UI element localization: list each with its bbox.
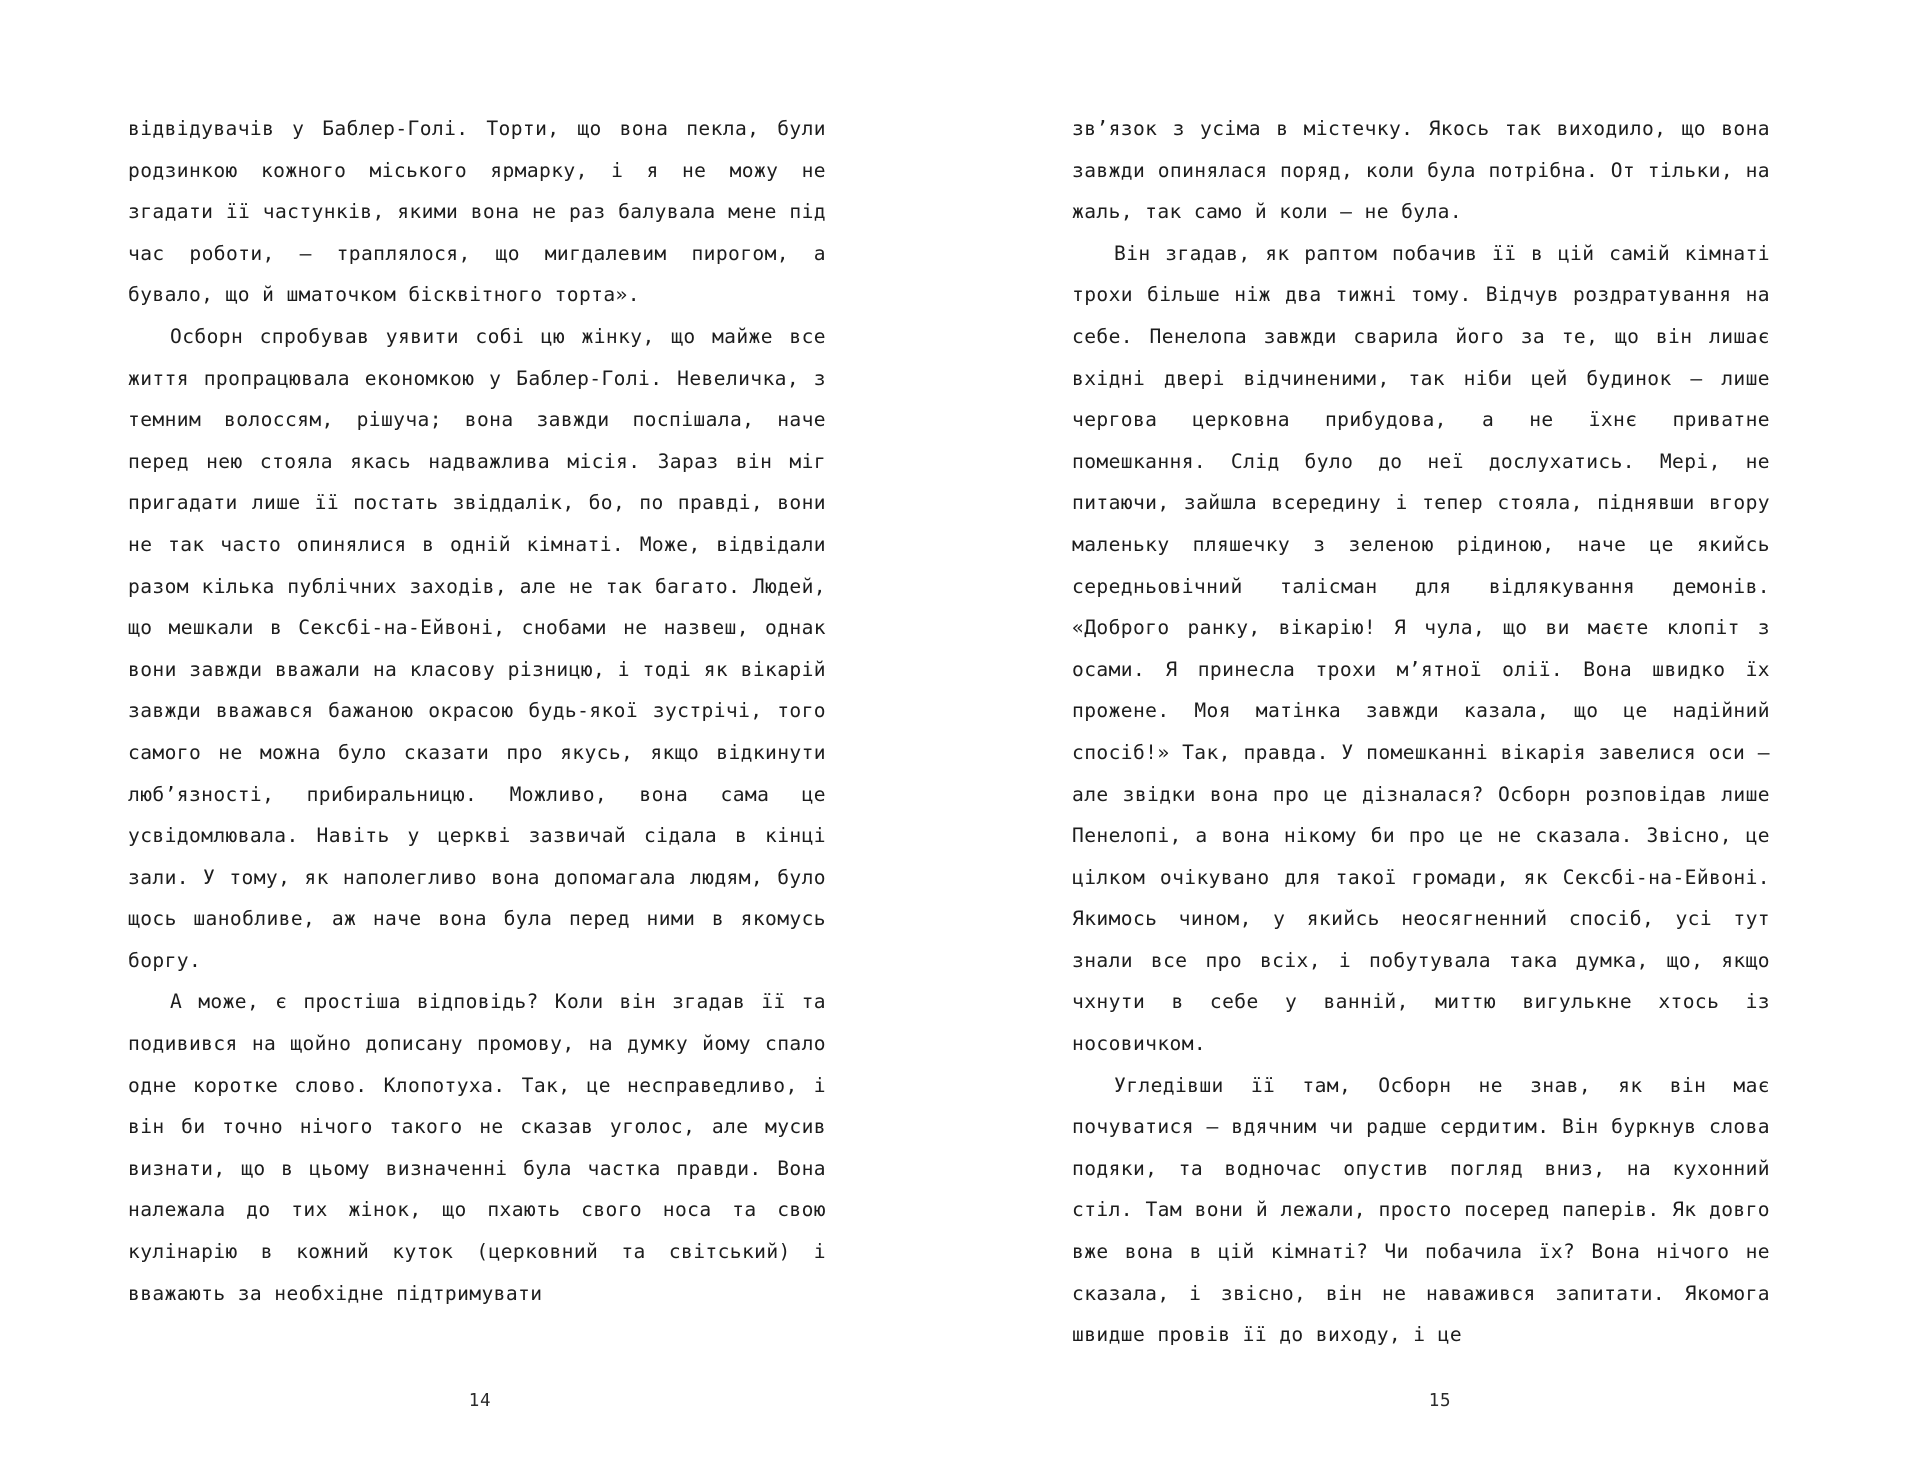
left-page-text (128, 108, 826, 1314)
paragraph: А може, є простіша відповідь? Коли він згадав її та подивився на щойно дописану промову, на думку йому спало одне коротке слово. Клопотуха. Так, це несправедливо, і він би точно нічого такого не сказав уголос, але мусив визнати, що в цьому визначенні була частка правди. Вона належала до тих жінок, що пхають свого носа та свою кулінарію в кожний куток (церковний та світський) і вважають за необхідне підтримувати (128, 990, 826, 1305)
right-page-text (1072, 108, 1770, 1356)
paragraph: Угледівши її там, Осборн не знав, як він має почуватися — вдячним чи радше сердитим. Він буркнув слова подяки, та водночас опустив погляд вниз, на кухонний стіл. Там вони й лежали, просто посеред паперів. Як довго вже вона в цій кімнаті? Чи побачила їх? Вона нічого не сказала, і звісно, він не наважився запитати. Якомога швидше провів її до виходу, і це (1072, 1073, 1770, 1347)
paragraph: зв’язок з усіма в містечку. Якось так виходило, що вона завжди опинялася поряд, коли була потрібна. От тільки, на жаль, так само й коли — не була. (1072, 117, 1770, 224)
paragraph: відвідувачів у Баблер-Голі. Торти, що вона пекла, були родзинкою кожного міського ярмарку, і я не можу не згадати її частунків, якими вона не раз балувала мене під час роботи, — траплялося, що мигдалевим пирогом, а бувало, що й шматочком бісквітного торта». (128, 117, 826, 307)
page-number-right: 15 (1428, 1391, 1452, 1411)
paragraph: Осборн спробував уявити собі цю жінку, що майже все життя пропрацювала економкою у Баблер-Голі. Невеличка, з темним волоссям, рішуча; вона завжди поспішала, наче перед нею стояла якась надважлива місія. Зараз він міг пригадати лише її постать звіддалік, бо, по правді, вони не так часто опинялися в одній кімнаті. Може, відвідали разом кілька публічних заходів, але не так багато. Людей, що мешкали в Сексбі-на-Ейвоні, снобами не назвеш, однак вони завжди вважали на класову різницю, і тоді як вікарій завжди вважався бажаною окрасою будь-якої зустрічі, того самого не можна було сказати про якусь, якщо відкинути люб’язності, прибиральницю. Можливо, вона сама це усвідомлювала. Навіть у церкві зазвичай сідала в кінці зали. У тому, як наполегливо вона допомагала людям, було щось шанобливе, аж наче вона була перед ними в якомусь боргу. (128, 324, 826, 972)
left-page (0, 108, 960, 1477)
page-number-left: 14 (468, 1391, 492, 1411)
right-page (960, 108, 1920, 1477)
paragraph: Він згадав, як раптом побачив її в цій самій кімнаті трохи більше ніж два тижні тому. Відчув роздратування на себе. Пенелопа завжди сварила його за те, що він лишає вхідні двері відчиненими, так ніби цей будинок — лише чергова церковна прибудова, а не їхнє приватне помешкання. Слід було до неї дослухатись. Мері, не питаючи, зайшла всередину і тепер стояла, піднявши вгору маленьку пляшечку з зеленою рідиною, наче це якийсь середньовічний талісман для відлякування демонів. «Доброго ранку, вікарію! Я чула, що ви маєте клопіт з осами. Я принесла трохи м’ятної олії. Вона швидко їх прожене. Моя матінка завжди казала, що це надійний спосіб!» Так, правда. У помешканні вікарія завелися оси — але звідки вона про це дізналася? Осборн розповідав лише Пенелопі, а вона нікому би про це не сказала. Звісно, це цілком очікувано для такої громади, як Сексбі-на-Ейвоні. Якимось чином, у якийсь неосягненний спосіб, усі тут знали все про всіх, і побутувала така думка, що, якщо чхнути в себе у ванній, миттю вигулькне хтось із носовичком. (1072, 241, 1770, 1056)
